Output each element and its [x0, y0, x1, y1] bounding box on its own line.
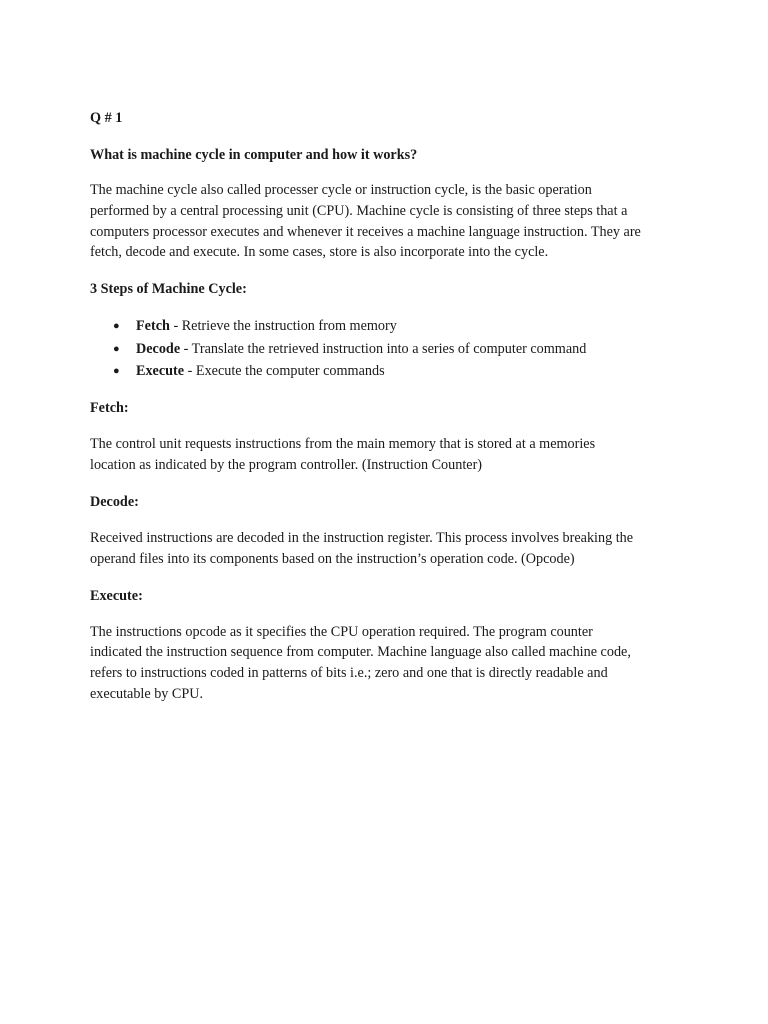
- step-term: Fetch: [136, 318, 170, 335]
- intro-line: computers processor executes and whenever it receives a machine language instruction. They are: [90, 223, 641, 240]
- steps-list: [90, 315, 690, 382]
- intro-line: The machine cycle also called processer cycle or instruction cycle, is the basic operation: [90, 182, 592, 198]
- fetch-line: The control unit requests instructions from the main memory that is stored at a memories: [90, 436, 596, 453]
- decode-line: operand files into its components based on the instruction’s operation code. (Opcode): [90, 550, 575, 567]
- list-item: [90, 338, 690, 360]
- execute-line: The instructions opcode as it specifies the CPU operation required. The program counter: [90, 623, 593, 640]
- steps-heading: 3 Steps of Machine Cycle:: [90, 281, 247, 298]
- execute-line: executable by CPU.: [90, 685, 204, 702]
- bullet-icon: ●: [113, 320, 120, 333]
- fetch-paragraph: [90, 434, 690, 476]
- execute-paragraph: [90, 622, 690, 705]
- fetch-line: location as indicated by the program controller. (Instruction Counter): [90, 457, 483, 474]
- decode-line: Received instructions are decoded in the instruction register. This process involves breaking the: [90, 530, 634, 546]
- bullet-icon: ●: [113, 365, 120, 377]
- step-description: - Retrieve the instruction from memory: [169, 318, 397, 335]
- list-item: [90, 315, 690, 337]
- question-number: Q # 1: [90, 110, 123, 126]
- execute-line: indicated the instruction sequence from computer. Machine language also called machine code,: [90, 644, 631, 661]
- step-term: Execute: [136, 363, 185, 379]
- decode-heading: Decode:: [90, 494, 139, 510]
- document-page: [90, 108, 690, 705]
- decode-paragraph: [90, 528, 690, 570]
- execute-line: refers to instructions coded in patterns of bits i.e.; zero and one that is directly readable and: [90, 665, 608, 682]
- step-term: Decode: [136, 340, 181, 357]
- intro-line: fetch, decode and execute. In some cases, store is also incorporate into the cycle.: [90, 244, 549, 261]
- intro-paragraph: [90, 180, 690, 263]
- step-description: - Translate the retrieved instruction into a series of computer command: [180, 340, 587, 357]
- question-heading: What is machine cycle in computer and how it works?: [90, 147, 418, 163]
- list-item: [90, 360, 690, 382]
- bullet-icon: ●: [113, 342, 120, 355]
- execute-heading: Execute:: [90, 587, 143, 604]
- step-description: - Execute the computer commands: [184, 363, 385, 379]
- fetch-heading: Fetch:: [90, 400, 129, 417]
- intro-line: performed by a central processing unit (CPU). Machine cycle is consisting of three steps that a: [90, 202, 628, 219]
